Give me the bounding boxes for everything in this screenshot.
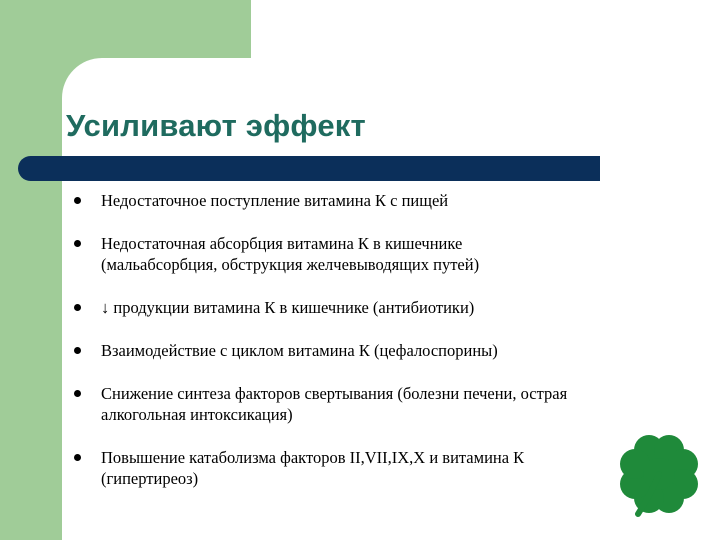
slide-title: Усиливают эффект: [66, 108, 366, 143]
bullet-line: алкогольная интоксикация): [101, 405, 293, 424]
bullet-dot-icon: [74, 240, 81, 247]
bullet-line: Повышение катаболизма факторов II,VII,IX,X и витамина К: [101, 448, 525, 467]
bullet-line: (мальабсорбция, обструкция желчевыводящих путей): [101, 255, 480, 274]
bullet-line: (гипертиреоз): [101, 469, 199, 488]
bullet-line: Недостаточное поступление витамина К с пищей: [101, 191, 449, 210]
bullet-item: [74, 297, 684, 318]
bullet-item: [74, 383, 684, 425]
bullet-item: [74, 447, 684, 489]
bullet-line: Снижение синтеза факторов свертывания (болезни печени, острая: [101, 384, 568, 403]
bullet-list: [74, 190, 684, 489]
bullet-dot-icon: [74, 454, 81, 461]
bullet-dot-icon: [74, 197, 81, 204]
bullet-item: [74, 233, 684, 275]
bullet-dot-icon: [74, 304, 81, 311]
bullet-line: ↓ продукции витамина К в кишечнике (антибиотики): [101, 298, 475, 317]
bullet-line: Недостаточная абсорбция витамина К в кишечнике: [101, 234, 463, 253]
bullet-dot-icon: [74, 390, 81, 397]
bullet-item: [74, 190, 684, 211]
bullet-line: Взаимодействие с циклом витамина К (цефалоспорины): [101, 341, 498, 360]
title-underline-bar: [18, 156, 600, 181]
four-leaf-clover-icon: [616, 430, 706, 518]
bullet-dot-icon: [74, 347, 81, 354]
bullet-item: [74, 340, 684, 361]
